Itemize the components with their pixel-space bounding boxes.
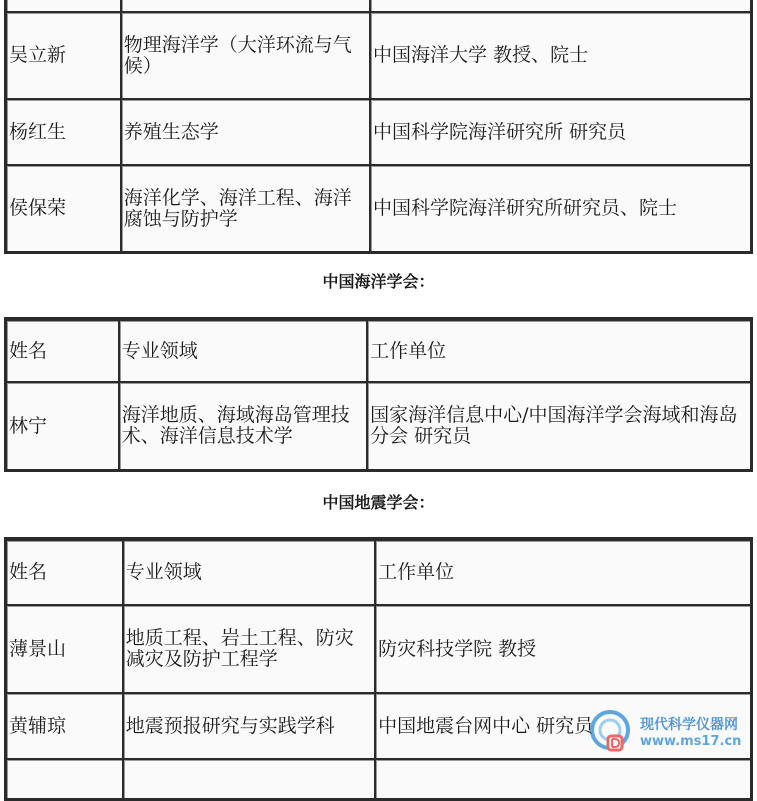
- header-name: 姓名: [6, 319, 119, 382]
- table-header-row: [6, 319, 751, 382]
- header-unit: 工作单位: [367, 319, 751, 382]
- field-cell: 海洋地质、海域海岛管理技术、海洋信息技术学: [119, 382, 367, 470]
- table-row: [6, 165, 751, 252]
- unit-cell: 中国海洋大学 教授、院士: [370, 12, 751, 99]
- unit-cell: 防灾科技学院 教授: [375, 605, 751, 693]
- unit-cell: 中国地震台网中心 研究员: [375, 693, 751, 759]
- table-row: [6, 759, 751, 799]
- field-cell: 地震预报研究与实践学科: [123, 693, 375, 759]
- table-row: [6, 605, 751, 693]
- field-cell: [121, 0, 370, 12]
- table-row: [6, 99, 751, 165]
- watermark: [588, 708, 757, 761]
- unit-cell: 国家海洋信息中心/中国海洋学会海域和海岛分会 研究员: [367, 382, 751, 470]
- name-cell: 吴立新: [6, 12, 121, 99]
- watermark-url: www.ms17.cn: [640, 734, 742, 749]
- header-name: 姓名: [6, 539, 123, 605]
- field-cell: 地质工程、岩土工程、防灾减灾及防护工程学: [123, 605, 375, 693]
- expert-table-continued: [4, 0, 753, 254]
- name-cell: 薄景山: [6, 605, 123, 693]
- header-field: 专业领域: [123, 539, 375, 605]
- table-header-row: [6, 539, 751, 605]
- watermark-title: 现代科学仪器网: [640, 717, 738, 733]
- unit-cell: 中国科学院海洋研究所研究员、院士: [370, 165, 751, 252]
- section-title-seismo: 中国地震学会：: [322, 493, 435, 512]
- seismo-society-table: [4, 537, 753, 801]
- header-field: 专业领域: [119, 319, 367, 382]
- field-cell: 物理海洋学（大洋环流与气候）: [121, 12, 370, 99]
- name-cell: 黄辅琼: [6, 693, 123, 759]
- table-row: [6, 0, 751, 12]
- field-cell: 海洋化学、海洋工程、海洋腐蚀与防护学: [121, 165, 370, 252]
- name-cell: 杨红生: [6, 99, 121, 165]
- ms17-logo-icon: [588, 708, 636, 756]
- unit-cell: [370, 0, 751, 12]
- name-cell: 林宁: [6, 382, 119, 470]
- ocean-society-table: [4, 317, 753, 472]
- unit-cell: 中国科学院海洋研究所 研究员: [370, 99, 751, 165]
- name-cell: [6, 0, 121, 12]
- section-title-ocean: 中国海洋学会：: [322, 272, 435, 291]
- table-row: [6, 12, 751, 99]
- header-unit: 工作单位: [375, 539, 751, 605]
- field-cell: 养殖生态学: [121, 99, 370, 165]
- name-cell: 侯保荣: [6, 165, 121, 252]
- table-row: [6, 382, 751, 470]
